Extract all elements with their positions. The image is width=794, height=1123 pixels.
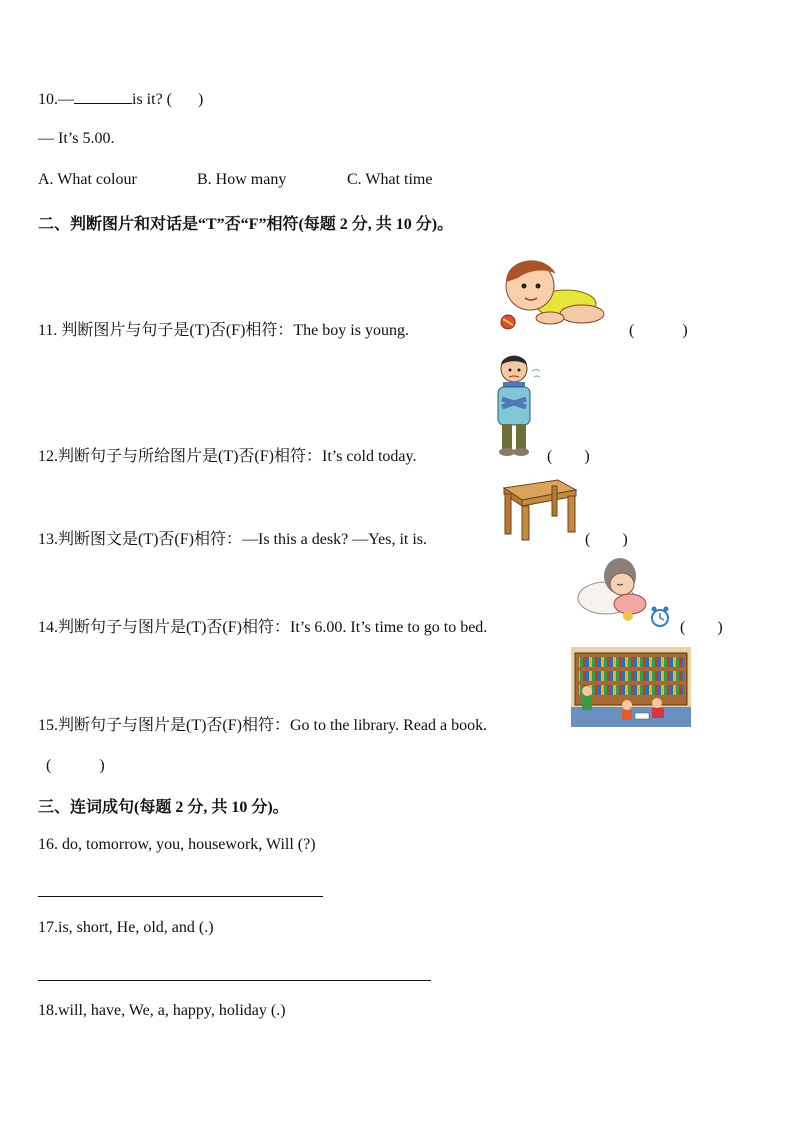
q14-text: 14.判断句子与图片是(T)否(F)相符：It’s 6.00. It’s time to go to bed. <box>38 619 488 636</box>
q10-stem: 10.— is it? ( ) <box>38 91 204 108</box>
q13-answer-paren[interactable]: ( ) <box>585 531 628 548</box>
q17-text: 17.is, short, He, old, and (.) <box>38 919 214 936</box>
section-3-title: 三、连词成句(每题 2 分, 共 10 分)。 <box>38 799 289 816</box>
q15-answer-paren[interactable]: ( ) <box>46 757 105 774</box>
bookshelf-rows <box>579 657 683 695</box>
q15-text: 15.判断句子与图片是(T)否(F)相符：Go to the library. Read a book. <box>38 717 488 734</box>
q10-blank[interactable] <box>74 89 132 104</box>
library-illustration <box>571 647 691 727</box>
q16-answer-line[interactable] <box>38 896 323 897</box>
q13-text: 13.判断图文是(T)否(F)相符：—Is this a desk? —Yes, it is. <box>38 531 428 548</box>
q12-answer-paren[interactable]: ( ) <box>547 448 590 465</box>
q12-text: 12.判断句子与所给图片是(T)否(F)相符：It’s cold today. <box>38 448 417 465</box>
q11-answer-paren[interactable]: ( ) <box>629 322 688 339</box>
q16-text: 16. do, tomorrow, you, housework, Will (?) <box>38 836 316 853</box>
q10-option-c: C. What time <box>347 171 433 188</box>
cold-boy-illustration <box>488 351 544 459</box>
q17-answer-line[interactable] <box>38 980 431 981</box>
q10-option-a: A. What colour <box>38 171 137 188</box>
q10-reply: — It’s 5.00. <box>38 130 115 147</box>
section-2-title: 二、判断图片和对话是“T”否“F”相符(每题 2 分, 共 10 分)。 <box>38 216 454 233</box>
q18-text: 18.will, have, We, a, happy, holiday (.) <box>38 1002 286 1019</box>
sleeping-girl-illustration <box>576 554 674 630</box>
crawling-baby-illustration <box>494 252 609 334</box>
alarm-clock-icon <box>652 607 669 627</box>
q10-option-b: B. How many <box>197 171 287 188</box>
q11-text: 11. 判断图片与句子是(T)否(F)相符：The boy is young. <box>38 322 409 339</box>
q14-answer-paren[interactable]: ( ) <box>680 619 723 636</box>
wooden-table-illustration <box>500 478 578 542</box>
